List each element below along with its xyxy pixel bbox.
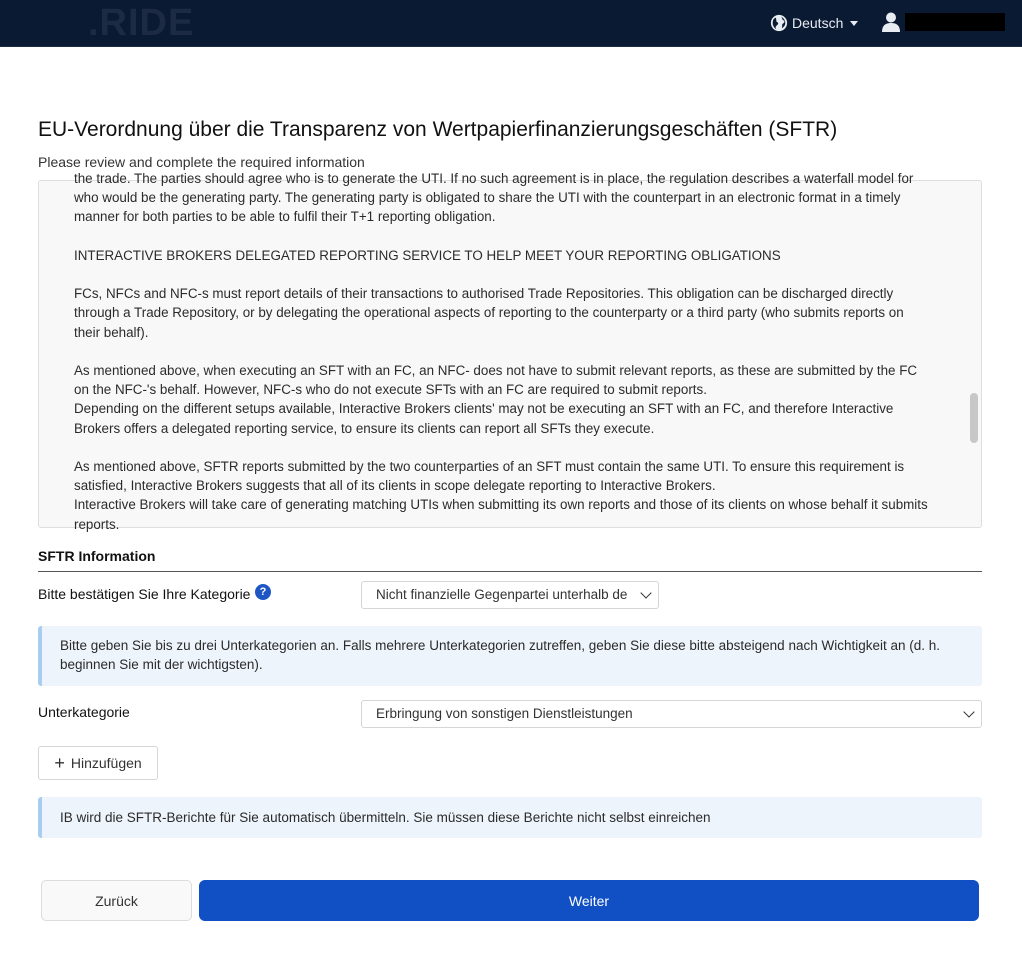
add-subcategory-button[interactable] [38, 746, 158, 780]
user-icon[interactable] [882, 12, 900, 32]
back-button[interactable]: Zurück [41, 880, 192, 921]
category-label: Bitte bestätigen Sie Ihre Kategorie [38, 586, 251, 602]
category-select-value: Nicht finanzielle Gegenpartei unterhalb de [376, 587, 628, 602]
disclosure-heading: INTERACTIVE BROKERS DELEGATED REPORTING SERVICE TO HELP MEET YOUR REPORTING OBLIGATIONS [74, 247, 781, 263]
top-navbar [0, 0, 1022, 47]
brand-logo[interactable]: .RIDE [88, 2, 195, 44]
next-button[interactable]: Weiter [199, 880, 979, 921]
page-subtitle: Please review and complete the required information [38, 154, 365, 170]
add-button-label: Hinzufügen [70, 755, 142, 771]
disclosure-paragraph: the trade. The parties should agree who is to generate the UTI. If no such agreement is in place, the regulation describes a waterfall model for who would be the generating party. The generating party is obligated to share the UTI with the counterpart in an electronic format in a timely manner for both parties to be able to fulfil their T+1 reporting obligation. [74, 171, 914, 225]
language-selector[interactable] [770, 12, 858, 34]
page-title: EU-Verordnung über die Transparenz von Wertpapierfinanzierungsgeschäften (SFTR) [38, 118, 838, 141]
caret-down-icon [850, 21, 858, 26]
auto-report-info-box [38, 797, 982, 838]
subcategory-info-text: Bitte geben Sie bis zu drei Unterkategorien an. Falls mehrere Unterkategorien zutreffen, geben Sie diese bitte absteigend nach Wichtigkeit an (d. h. beginnen Sie mit der wichtigsten). [60, 638, 941, 672]
help-icon[interactable]: ? [255, 584, 271, 600]
globe-icon [770, 14, 788, 32]
category-select[interactable] [361, 581, 659, 609]
chevron-down-icon [963, 706, 974, 717]
disclosure-paragraph: FCs, NFCs and NFC-s must report details of their transactions to authorised Trade Repositories. This obligation can be discharged directly through a Trade Repository, or by delegating the operational aspects of reporting to the counterparty or a third party (who submits reports on their behalf). [74, 286, 904, 340]
subcategory-select[interactable] [361, 700, 982, 728]
chevron-down-icon [640, 587, 651, 598]
disclosure-paragraph: As mentioned above, when executing an SFT with an FC, an NFC- does not have to submit relevant reports, as these are submitted by the FC on the NFC-'s behalf. However, NFC-s who do not execute SFTs with an FC are required to submit reports. [74, 362, 918, 398]
disclosure-paragraph: Depending on the different setups available, Interactive Brokers clients' may not be executing an SFT with an FC, and therefore Interactive Brokers offers a delegated reporting service, to ensure its clients can report all SFTs they execute. [74, 401, 894, 436]
language-label: Deutsch [792, 15, 844, 31]
disclosure-paragraph: As mentioned above, SFTR reports submitted by the two counterparties of an SFT must contain the same UTI. To ensure this requirement is satisfied, Interactive Brokers suggests that all of its clients in scope delegate reporting to Interactive Brokers. [74, 458, 905, 494]
subcategory-info-box [38, 626, 982, 686]
scrollbar-thumb[interactable] [970, 393, 978, 443]
section-title: SFTR Information [38, 548, 156, 564]
disclosure-paragraph: Interactive Brokers will take care of generating matching UTIs when submitting its own reports and those of its clients on whose behalf it submits reports. [74, 497, 928, 532]
subcategory-select-value: Erbringung von sonstigen Dienstleistungen [376, 706, 633, 721]
plus-icon: + [54, 753, 65, 773]
disclosure-text [74, 169, 928, 553]
auto-report-info-text: IB wird die SFTR-Berichte für Sie automatisch übermitteln. Sie müssen diese Berichte nicht selbst einreichen [60, 810, 711, 825]
subcategory-label: Unterkategorie [38, 704, 130, 720]
section-divider [38, 571, 982, 572]
disclosure-scroll-box[interactable] [38, 171, 982, 532]
user-name[interactable]: ████████ [905, 13, 1005, 31]
